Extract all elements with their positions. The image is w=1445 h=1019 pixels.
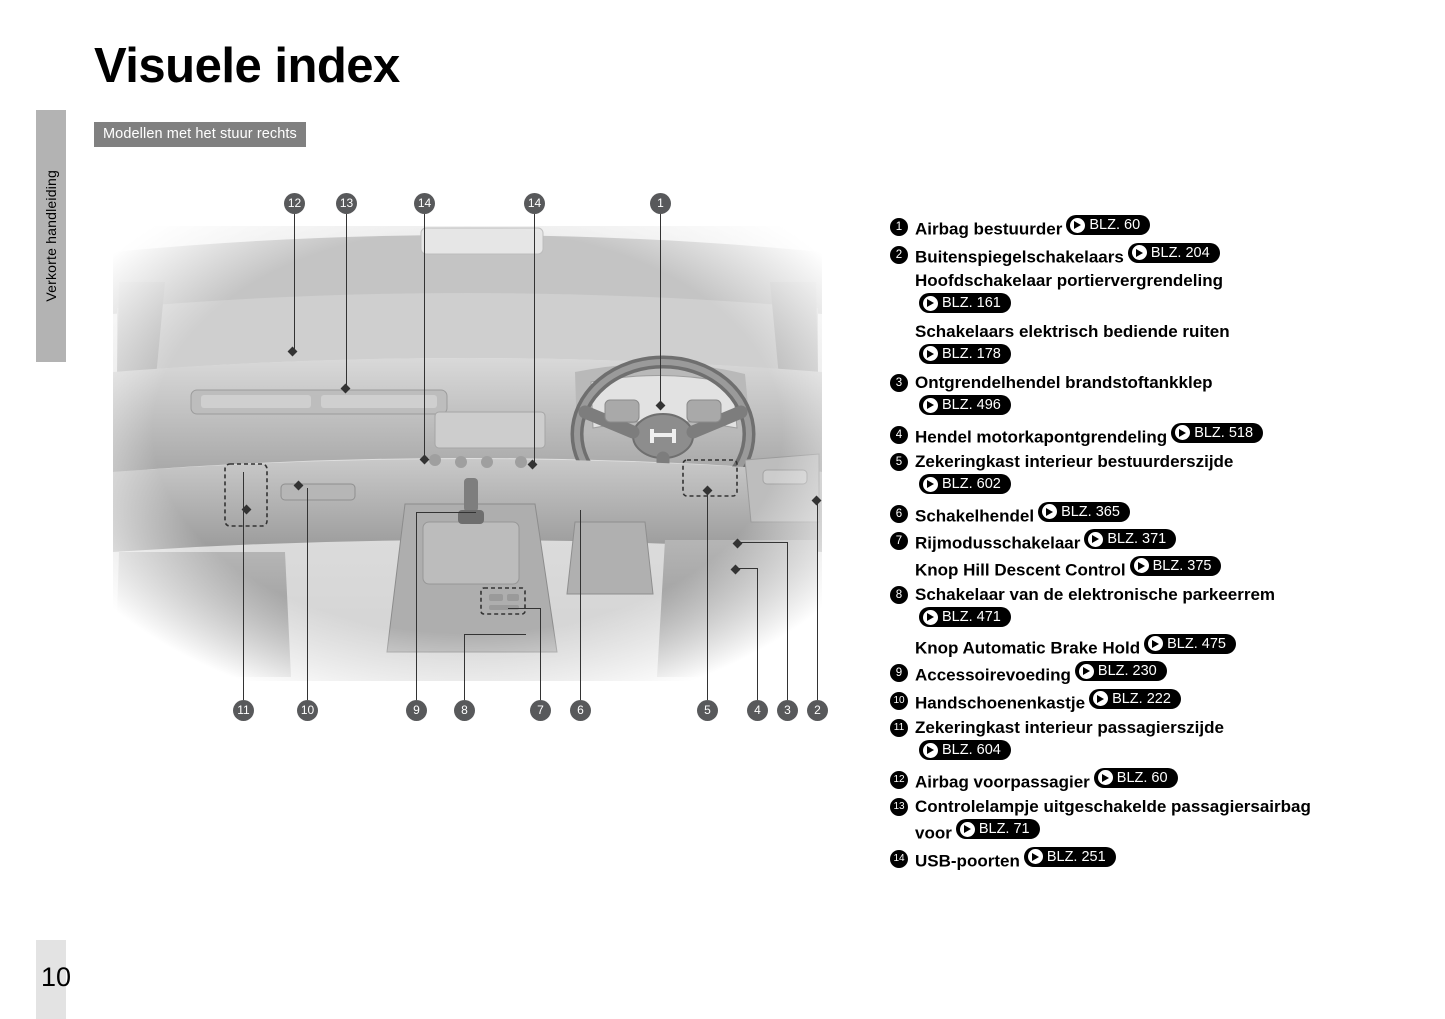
index-item-5[interactable] — [890, 450, 1410, 501]
callout-5: 5 — [697, 700, 718, 721]
index-item-8[interactable] — [890, 583, 1410, 660]
index-line-13-2: voor BLZ. 71 — [915, 819, 1311, 846]
page-title: Visuele index — [94, 39, 400, 93]
index-label-10: Handschoenenkastje — [915, 693, 1086, 712]
index-item-11[interactable] — [890, 716, 1410, 767]
page-ref-8-1[interactable]: BLZ. 471 — [919, 607, 1011, 627]
leader-line-3-h — [740, 542, 787, 543]
dashboard-drawing — [105, 222, 830, 687]
index-line-5-1-ref — [915, 474, 1233, 501]
callout-4: 4 — [747, 700, 768, 721]
index-item-13[interactable] — [890, 795, 1410, 846]
leader-line-14-left — [424, 214, 425, 458]
index-item-7[interactable] — [890, 529, 1410, 582]
index-bullet-9: 9 — [890, 664, 908, 682]
index-item-1[interactable] — [890, 215, 1410, 242]
leader-line-11 — [243, 472, 244, 700]
index-item-14[interactable] — [890, 847, 1410, 874]
leader-line-7 — [540, 608, 541, 700]
index-line-11-1-ref — [915, 740, 1224, 767]
callout-7: 7 — [530, 700, 551, 721]
index-bullet-14: 14 — [890, 850, 908, 868]
index-item-10[interactable] — [890, 689, 1410, 716]
callout-1: 1 — [650, 193, 671, 214]
index-label-1: Airbag bestuurder — [915, 219, 1063, 239]
index-bullet-1: 1 — [890, 218, 908, 236]
leader-line-6 — [580, 510, 581, 700]
callout-9: 9 — [406, 700, 427, 721]
callout-2: 2 — [807, 700, 828, 721]
callout-3: 3 — [777, 700, 798, 721]
arrow-icon — [1132, 245, 1147, 260]
callout-8: 8 — [454, 700, 475, 721]
arrow-icon — [1079, 664, 1094, 679]
arrow-icon — [923, 398, 938, 413]
page-ref-7-1[interactable]: BLZ. 371 — [1084, 529, 1176, 549]
index-bullet-8: 8 — [890, 586, 908, 604]
index-line-8-1-ref — [915, 607, 1275, 634]
page-ref-7-2[interactable]: BLZ. 375 — [1130, 556, 1222, 576]
leader-line-3 — [787, 542, 788, 700]
callout-13: 13 — [336, 193, 357, 214]
arrow-icon — [923, 743, 938, 758]
page-ref-14[interactable]: BLZ. 251 — [1024, 847, 1116, 867]
index-line-5-1: Zekeringkast interieur bestuurderszijde — [915, 452, 1234, 471]
index-line-2-1: Buitenspiegelschakelaars BLZ. 204 — [915, 243, 1230, 270]
leader-line-13 — [346, 214, 347, 386]
index-bullet-11: 11 — [890, 719, 908, 737]
section-tab-label — [36, 110, 66, 362]
index-line-7-1: Rijmodusschakelaar BLZ. 371 — [915, 529, 1221, 556]
leader-line-7-h — [508, 608, 540, 609]
arrow-icon — [923, 296, 938, 311]
index-item-3[interactable] — [890, 371, 1410, 422]
page-ref-8-2[interactable]: BLZ. 475 — [1144, 634, 1236, 654]
arrow-icon — [923, 610, 938, 625]
index-bullet-7: 7 — [890, 532, 908, 550]
index-bullet-2: 2 — [890, 246, 908, 264]
leader-line-14-right — [534, 214, 535, 462]
index-line-3-1: Ontgrendelhendel brandstoftankklep — [915, 373, 1213, 392]
index-line-7-2: Knop Hill Descent Control BLZ. 375 — [915, 556, 1221, 583]
index-item-9[interactable] — [890, 661, 1410, 688]
page-ref-4[interactable]: BLZ. 518 — [1171, 423, 1263, 443]
arrow-icon — [1175, 425, 1190, 440]
leader-line-4-h — [733, 568, 757, 569]
index-bullet-13: 13 — [890, 798, 908, 816]
callout-11: 11 — [233, 700, 254, 721]
callout-10: 10 — [297, 700, 318, 721]
section-tab-text: Verkorte handleiding — [43, 170, 59, 302]
page-ref-9[interactable]: BLZ. 230 — [1075, 661, 1167, 681]
arrow-icon — [1093, 691, 1108, 706]
callout-6: 6 — [570, 700, 591, 721]
index-line-11-1: Zekeringkast interieur passagierszijde — [915, 718, 1224, 737]
index-bullet-4: 4 — [890, 426, 908, 444]
index-item-12[interactable] — [890, 768, 1410, 795]
index-line-3-1-ref — [915, 395, 1213, 422]
callout-14-right: 14 — [524, 193, 545, 214]
index-bullet-6: 6 — [890, 505, 908, 523]
leader-line-5 — [707, 488, 708, 700]
page-ref-1-text: BLZ. 60 — [1089, 217, 1141, 233]
leader-line-9 — [416, 512, 417, 700]
page-ref-2-2[interactable]: BLZ. 161 — [919, 293, 1011, 313]
index-label-14: USB-poorten — [915, 851, 1020, 870]
page-ref-11[interactable]: BLZ. 604 — [919, 740, 1011, 760]
index-bullet-3: 3 — [890, 374, 908, 392]
leader-line-10 — [307, 488, 308, 700]
page-ref-1[interactable] — [1066, 215, 1150, 235]
arrow-icon — [1098, 770, 1113, 785]
index-line-2-3-ref — [915, 344, 1230, 371]
leader-line-1 — [660, 214, 661, 404]
arrow-icon — [1148, 636, 1163, 651]
index-label-6: Schakelhendel — [915, 506, 1035, 525]
visual-index-list — [890, 215, 1410, 874]
index-line-2-2: Hoofdschakelaar portiervergrendeling — [915, 271, 1223, 290]
index-line-2-2-ref — [915, 293, 1230, 320]
arrow-icon — [1134, 558, 1149, 573]
index-bullet-5: 5 — [890, 453, 908, 471]
page-ref-2-3[interactable]: BLZ. 178 — [919, 344, 1011, 364]
leader-line-4 — [757, 568, 758, 700]
page-ref-3[interactable]: BLZ. 496 — [919, 395, 1011, 415]
index-line-2-3: Schakelaars elektrisch bediende ruiten — [915, 321, 1230, 341]
page-ref-12[interactable]: BLZ. 60 — [1094, 768, 1178, 788]
leader-line-2 — [817, 500, 818, 700]
index-line-13-1: Controlelampje uitgeschakelde passagiersairbag — [915, 797, 1311, 816]
arrow-icon — [1070, 218, 1085, 233]
arrow-icon — [923, 477, 938, 492]
arrow-icon — [1088, 532, 1103, 547]
callout-14-left: 14 — [414, 193, 435, 214]
index-label-4: Hendel motorkapontgrendeling — [915, 427, 1168, 446]
page-ref-6[interactable]: BLZ. 365 — [1038, 502, 1130, 522]
index-item-6[interactable] — [890, 502, 1410, 529]
page-ref-13[interactable]: BLZ. 71 — [956, 819, 1040, 839]
arrow-icon — [960, 822, 975, 837]
arrow-icon — [1028, 849, 1043, 864]
index-bullet-10: 10 — [890, 692, 908, 710]
dashboard-illustration — [105, 222, 830, 687]
index-label-12: Airbag voorpassagier — [915, 772, 1090, 791]
arrow-icon — [923, 346, 938, 361]
index-label-9: Accessoirevoeding — [915, 665, 1071, 685]
page-ref-2-1[interactable]: BLZ. 204 — [1128, 243, 1220, 263]
leader-line-12 — [294, 214, 295, 350]
page-ref-10[interactable]: BLZ. 222 — [1089, 689, 1181, 709]
index-item-2[interactable] — [890, 243, 1410, 371]
page-ref-5[interactable]: BLZ. 602 — [919, 474, 1011, 494]
leader-line-8 — [464, 634, 465, 700]
index-line-8-1: Schakelaar van de elektronische parkeerrem — [915, 585, 1276, 604]
model-variant-badge: Modellen met het stuur rechts — [94, 122, 306, 147]
page-number: 10 — [40, 962, 72, 992]
index-item-4[interactable] — [890, 423, 1410, 450]
index-bullet-12: 12 — [890, 771, 908, 789]
callout-12: 12 — [284, 193, 305, 214]
index-line-8-2: Knop Automatic Brake Hold BLZ. 475 — [915, 634, 1275, 661]
leader-line-8-h — [464, 634, 526, 635]
leader-line-9-h — [416, 512, 476, 513]
arrow-icon — [1042, 504, 1057, 519]
